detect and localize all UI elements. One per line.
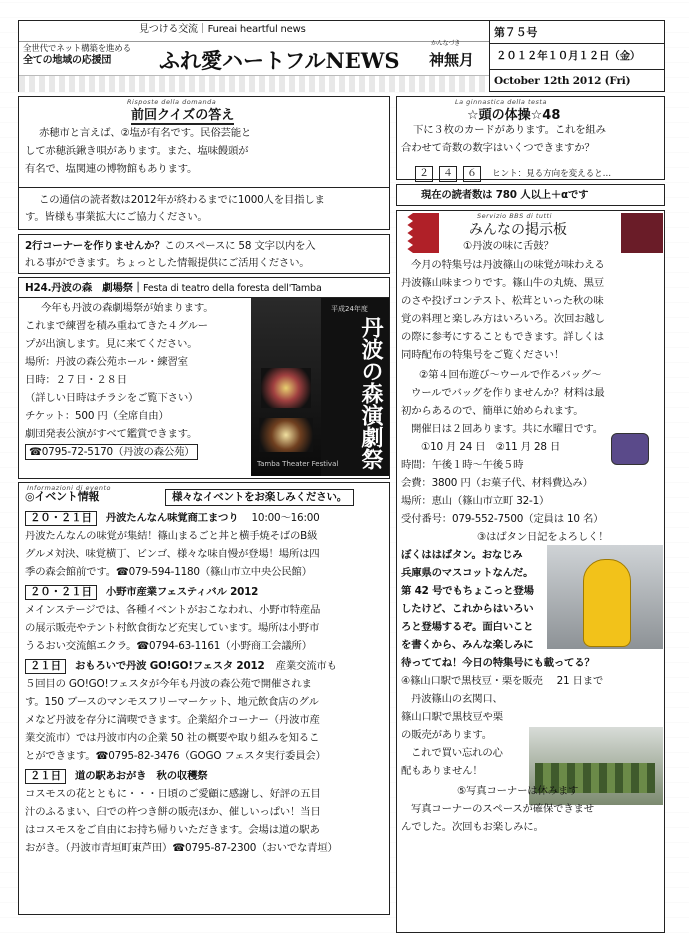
readers-goal-section [18, 187, 390, 230]
masthead-tagline-2: 全ての地域の応援団 [23, 55, 112, 66]
board-s1-line-2: 丹波篠山味まつりです。篠山牛の丸焼、黒豆 [401, 277, 604, 289]
board-s1-line-6: 同時配布の特集号をご覧ください！ [401, 349, 565, 361]
events-caption: Informazioni di evento [27, 484, 111, 492]
board-s1-line-3: のさや投げコンテスト、松茸といった秋の味 [401, 295, 604, 307]
theater-dates: 日時：２７日・２８日 [25, 374, 127, 386]
event-3-line-1: ５回目の GO!GO!フェスタが今年も丹波の森公苑で開催されま [25, 678, 312, 690]
board-s2-time: 時間：午後１時～午後５時 [401, 459, 524, 471]
event-3-line-3: メなど丹波を存分に満喫できます。企業紹介コーナー（丹波市産 [25, 714, 320, 726]
brain-teaser-section [396, 96, 665, 180]
readers-goal-line-1: この通信の読者数は2012年が終わるまでに1000人を目指しま [39, 194, 325, 206]
board-caption: Servizio BBS di tutti [477, 212, 552, 220]
readers-count-box [396, 184, 665, 206]
mascot-photo [547, 545, 663, 649]
board-s5-line-1: 写真コーナーのスペースが確保できませ [411, 803, 594, 815]
board-s2-line-1: ウールでバッグを作りませんか？材料は最 [411, 387, 605, 399]
board-flag-left [399, 213, 439, 253]
board-s2-title: ②第４回布遊び～ウールで作るバッグ～ [419, 369, 602, 381]
events-banner: 様々なイベントをお楽しみください。 [165, 489, 354, 506]
event-2-date-tag: ２０・２１日 [25, 585, 97, 600]
event-2-line-2: の展示販売やテント村飲食街など充実しています。場所は小野市 [25, 622, 320, 634]
quiz-answer-line-3: 有名で、塩関連の博物館もあります。 [25, 163, 198, 175]
masthead-slogan: 見つける交流｜Fureai heartful news [139, 24, 306, 35]
event-3-date-tag: ２１日 [25, 659, 66, 674]
brain-line-2: 合わせて奇数の数字はいくつできますか？ [401, 142, 595, 154]
newsletter-title: ふれ愛ハートフルNEWS [159, 48, 400, 73]
masthead-divider [19, 41, 489, 42]
board-s4-line-2: 篠山口駅で黒枝豆や栗 [401, 711, 503, 723]
board-s3-line-2: 兵庫県のマスコットなんだ。 [401, 567, 534, 579]
quiz-answer-caption: Risposte della domanda [127, 98, 217, 106]
brain-line-1: 下に３枚のカードがあります。これを組み [413, 124, 606, 136]
board-s2-dates: ①10 月 24 日 ②11 月 28 日 [421, 441, 561, 453]
event-4-line-4: おがき。（丹波市青垣町東芦田）☎0795-87-2300（おいでな青垣） [25, 842, 338, 854]
card-2: ２ [415, 166, 433, 182]
bulletin-board-section [396, 210, 665, 933]
board-s4-until: 21 日まで [556, 675, 604, 687]
theater-ticket: チケット：500 円（全席自由） [25, 410, 169, 422]
board-flag-right [621, 213, 663, 253]
event-4-line-3: はコスモスをご自由にお持ち帰りいただきます。会場は道の駅あ [25, 824, 320, 836]
board-s5-line-2: んでした。次回もお楽しみに。 [401, 821, 544, 833]
board-s3-title: ③はばタン日記をよろしく！ [477, 531, 609, 543]
board-s4-line-1: 丹波篠山の玄関口、 [411, 693, 503, 705]
theater-line-1: 今年も丹波の森劇場祭が始まります。 [41, 302, 214, 314]
card-4: ４ [439, 166, 457, 182]
theater-dates-note: （詳しい日時はチラシをご覧下さい） [25, 392, 199, 404]
event-2-name: 小野市産業フェスティバル 2012 [105, 586, 259, 598]
event-3-extra: 産業交流市も [275, 660, 337, 672]
masthead-bottom-band [19, 75, 489, 92]
board-s4-line-4: これで買い忘れの心 [411, 747, 503, 759]
quiz-answer-section [18, 96, 390, 188]
theater-venue: 場所：丹波の森公苑ホール・練習室 [25, 356, 188, 368]
board-s2-place: 場所：恵山（篠山市立町 32-1） [401, 495, 550, 507]
event-1-time: 10:00～16:00 [251, 512, 320, 524]
two-line-corner-line-1: このスペースに 58 文字以内を入 [164, 240, 316, 252]
board-s2-fee: 会費：3800 円（お菓子代、材料費込み） [401, 477, 593, 489]
event-3-name: おもろいで丹波 GO!GO!フェスタ 2012 [75, 660, 265, 672]
event-3-line-4: 業交流市）では丹波市内の企業 50 社の概要や取り組みを知るこ [25, 732, 320, 744]
theater-title-it: Festa di teatro della foresta dell'Tamba [143, 283, 322, 294]
number-cards [415, 161, 611, 182]
readers-goal-line-2: す。皆様も事業拡大にご協力ください。 [25, 211, 208, 223]
theater-title-jp: H24.丹波の森 劇場祭｜ [25, 282, 144, 294]
board-s4-line-3: の販売があります。 [401, 729, 492, 741]
masthead [18, 20, 490, 92]
events-bullet-icon: ◎ [25, 490, 35, 503]
brain-title: ☆頭の体操☆48 [467, 108, 561, 123]
bag-icon [611, 433, 649, 465]
two-line-corner-title: 2行コーナーを作りませんか？ [25, 240, 165, 252]
readers-count: 現在の読者数は 780 人以上＋αです [421, 189, 589, 201]
theater-line-3: プが出演します。見に来てください。 [25, 338, 198, 350]
event-4-line-2: 汁のふるまい、臼での杵つき餅の販売ほか、催しいっぱい！当日 [25, 806, 321, 818]
board-s3-line-1: ぼくははばタン。おなじみ [401, 549, 523, 561]
event-3-line-2: す。150 ブースのマンモスフリーマーケット、地元飲食店のグル [25, 696, 319, 708]
brain-hint: ヒント：見る方向を変えると… [492, 169, 612, 179]
issue-date-en: October 12th 2012 (Fri) [494, 75, 631, 87]
board-title: みんなの掲示板 [469, 222, 567, 238]
card-6: ６ [463, 166, 481, 182]
quiz-answer-title: 前回クイズの答え [131, 104, 234, 125]
board-s4-line-5: 配もありません！ [401, 765, 483, 777]
mascot-figure [583, 559, 631, 647]
board-s3-line-6: を書くから、みんな楽しみに [401, 639, 534, 651]
event-1-line-1: 丹波たんなんの味覚が集結！篠山まるごと丼と横手焼そばのB級 [25, 530, 318, 542]
board-s5-title: ⑤写真コーナーは休みます [457, 785, 579, 797]
brain-caption: La ginnastica della testa [455, 98, 547, 106]
two-line-corner [18, 234, 390, 274]
board-s3-line-4: したけど、これからはいろい [401, 603, 534, 615]
poster-small-top: 平成24年度 [331, 305, 368, 313]
poster-title: 丹波の森演劇祭 [358, 316, 384, 470]
board-s1-line-5: の際に参考にすることもできます。詳しくは [401, 331, 604, 343]
issue-number: 第７５号 [494, 26, 538, 39]
event-4-date-tag: ２１日 [25, 769, 66, 784]
board-s3-line-5: ろと登場するぞ。面白いこと [401, 621, 534, 633]
quiz-answer-line-2: して赤穂浜鍬き唄があります。また、塩味饅頭が [25, 145, 249, 157]
theater-poster [251, 298, 389, 476]
event-1-name: 丹波たんなん味覚商工まつり [105, 512, 239, 524]
board-s1-line-4: 覚の料理と楽しみ方はいろいろ。次回お越し [401, 313, 605, 325]
board-s3-line-3: 第 42 号でもちょこっと登場 [401, 585, 534, 597]
two-line-corner-line-2: れる事ができます。ちょっとした情報提供にご活用ください。 [25, 257, 310, 269]
month-ruby: かんなづき [431, 40, 461, 47]
issue-box [489, 20, 665, 92]
masthead-tagline-1: 全世代でネット構築を進める [23, 44, 131, 54]
event-2-line-1: メインステージでは、各種イベントがおこなわれ、小野市特産品 [25, 604, 321, 616]
issue-date-jp: ２０１２年１０月１２日（金） [496, 50, 641, 62]
quiz-answer-line-1: 赤穂市と言えば、②塩が有名です。民俗芸能と [39, 127, 252, 139]
board-s2-line-3: 開催日は２回あります。共に水曜日です。 [411, 423, 603, 435]
theater-line-2: これまで練習を積み重ねてきた４グルー [25, 320, 208, 332]
event-4-name: 道の駅あおがき 秋の収穫祭 [75, 770, 208, 782]
events-header: イベント情報 [34, 490, 100, 503]
board-s1-title: ①丹波の味に舌鼓？ [463, 240, 554, 252]
event-3-line-5: とができます。☎0795-82-3476（GOGO フェスタ実行委員会） [25, 750, 326, 762]
board-s2-phone: 受付番号：079-552-7500（定員は 10 名） [401, 513, 604, 525]
event-1-line-3: 季の森会館前です。☎079-594-1180（篠山市立中央公民館） [25, 566, 312, 578]
event-2-line-3: うるおい交流館エクラ。☎0794-63-1161（小野商工会議所） [25, 640, 312, 652]
board-s3-line-7: 待っててね！今日の特集号にも載ってる？ [401, 657, 595, 669]
event-4-line-1: コスモスの花とともに・・・日頃のご愛顧に感謝し、好評の五目 [25, 788, 321, 800]
theater-festival-section [18, 277, 390, 479]
month-name: 神無月 [429, 51, 475, 69]
board-s2-line-2: 初からあるので、簡単に始められます。 [401, 405, 584, 417]
board-s4-title: ④篠山口駅で黒枝豆・栗を販売 [401, 675, 543, 687]
theater-contact: ☎0795-72-5170（丹波の森公苑） [25, 444, 198, 460]
event-1-date-tag: ２０・２１日 [25, 511, 97, 526]
events-section [18, 482, 390, 915]
board-s1-line-1: 今月の特集号は丹波篠山の味覚が味わえる [411, 259, 605, 271]
event-1-line-2: グルメ対決、味覚横丁、ビンゴ、様々な味自慢が登場！場所は四 [25, 548, 320, 560]
poster-subtitle: Tamba Theater Festival [257, 460, 339, 468]
theater-note: 劇団発表公演がすべて鑑賞できます。 [25, 428, 198, 440]
